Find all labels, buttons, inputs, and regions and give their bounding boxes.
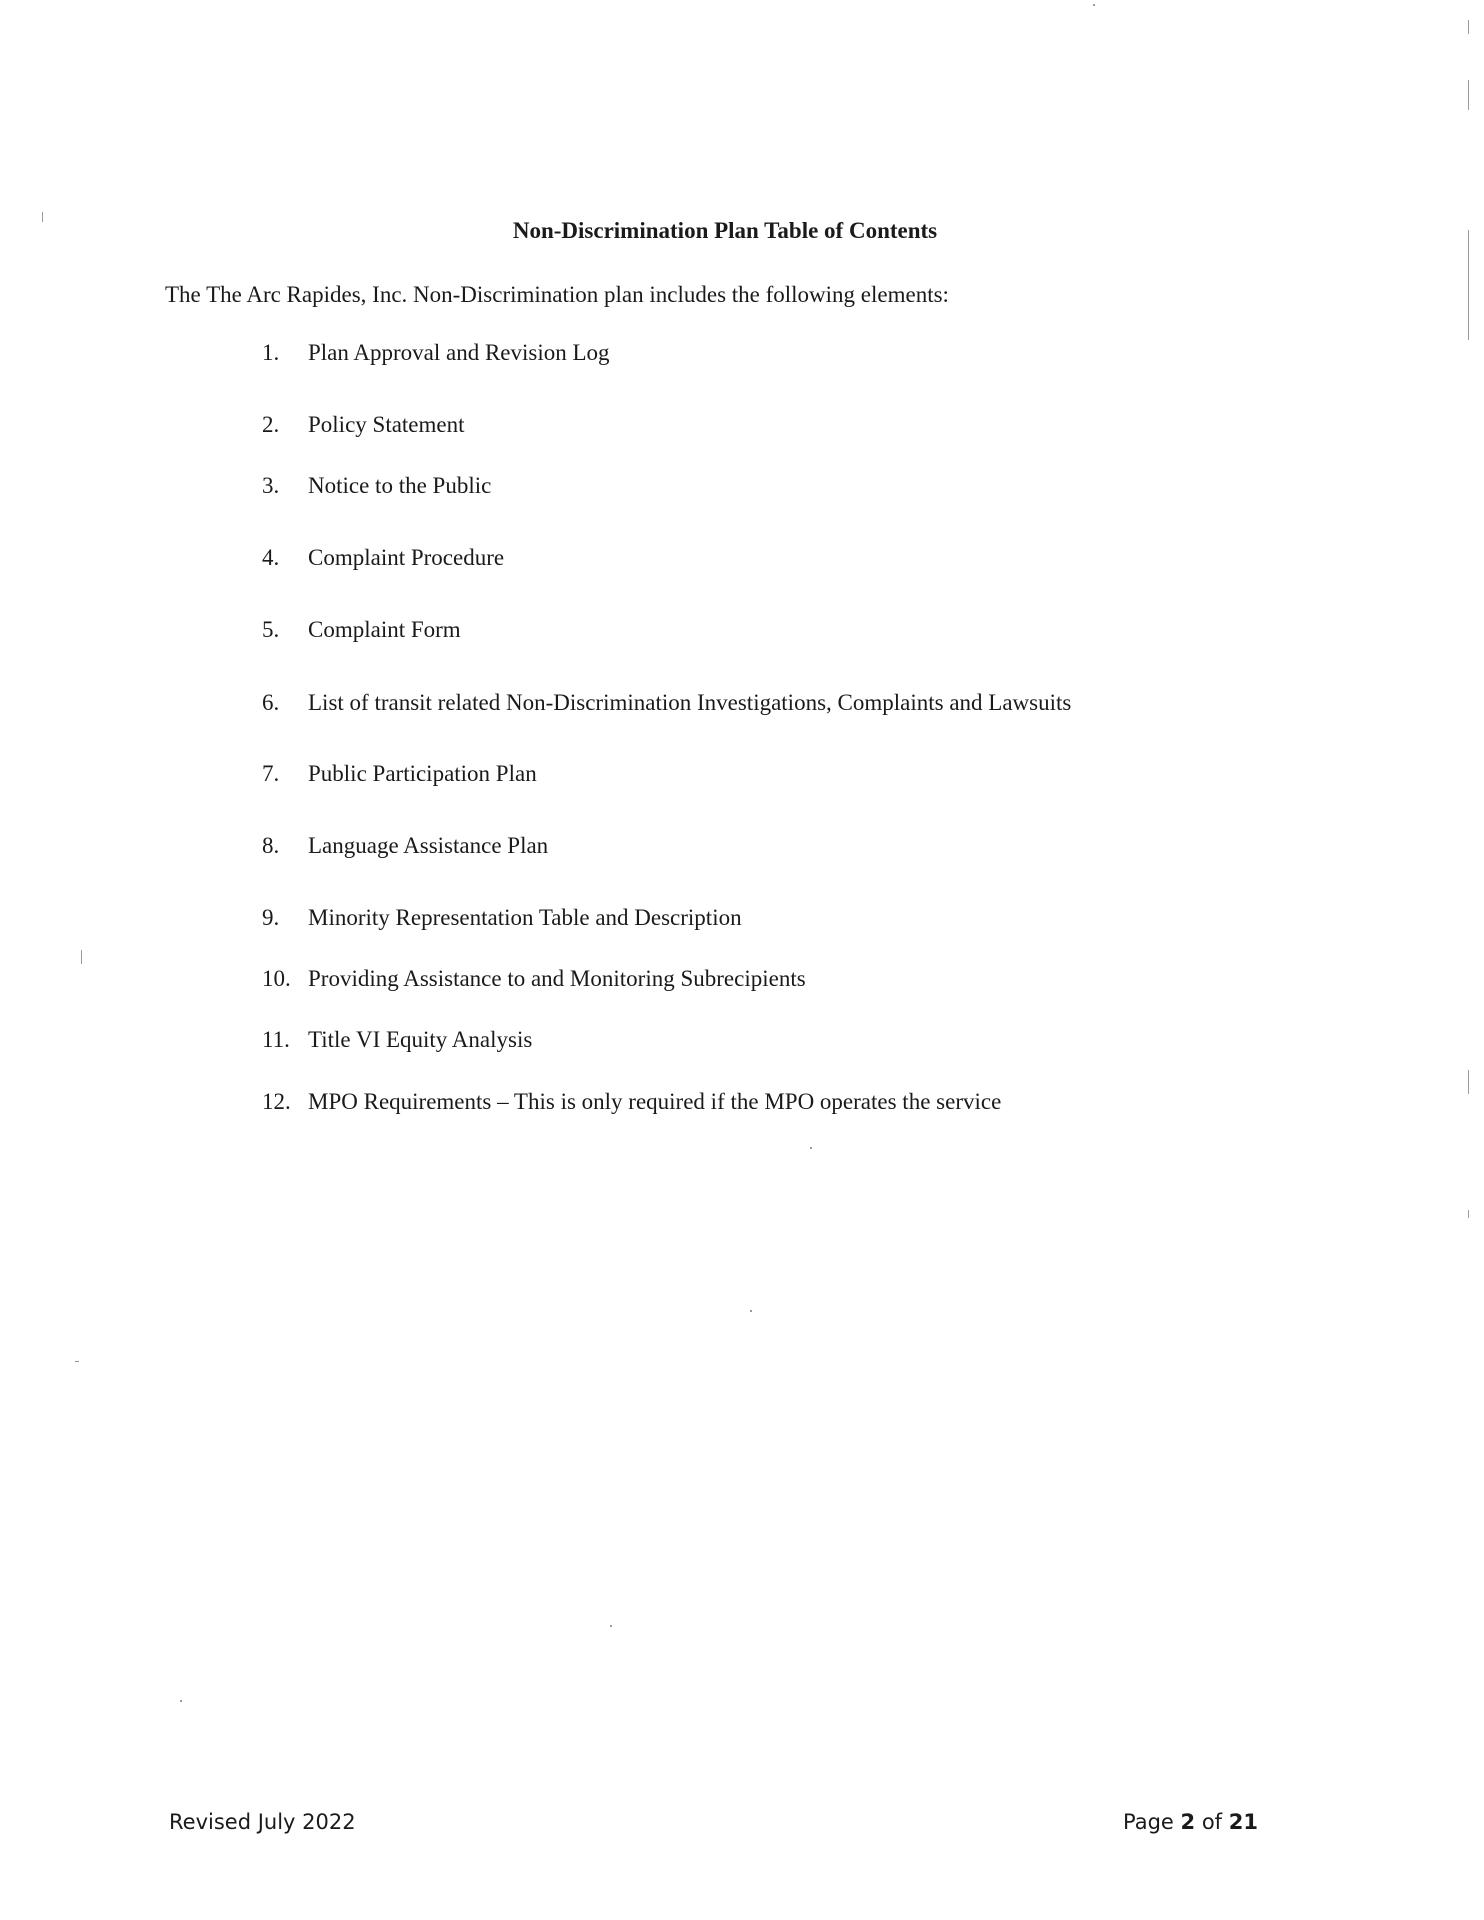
toc-number: 1. bbox=[262, 340, 280, 365]
toc-item bbox=[262, 1027, 532, 1053]
toc-item bbox=[262, 340, 610, 366]
page-of: of bbox=[1201, 1810, 1223, 1834]
toc-item bbox=[262, 473, 491, 499]
toc-item bbox=[262, 1089, 1001, 1115]
footer-revised-date: Revised July 2022 bbox=[169, 1810, 356, 1834]
toc-item bbox=[262, 966, 806, 992]
page-title: Non-Discrimination Plan Table of Contents bbox=[512, 218, 938, 243]
toc-text: Notice to the Public bbox=[308, 473, 492, 498]
toc-number: 5. bbox=[262, 617, 280, 642]
toc-number: 4. bbox=[262, 545, 280, 570]
toc-item bbox=[262, 617, 461, 643]
toc-text: Complaint Form bbox=[308, 617, 461, 642]
toc-item bbox=[262, 833, 548, 859]
toc-number: 2. bbox=[262, 412, 280, 437]
toc-number: 10. bbox=[262, 966, 291, 991]
toc-item bbox=[262, 412, 465, 438]
scan-speck bbox=[42, 212, 43, 222]
scan-speck bbox=[75, 1361, 79, 1362]
toc-text: Complaint Procedure bbox=[308, 545, 505, 570]
intro-paragraph: The The Arc Rapides, Inc. Non-Discrimination plan includes the following elements: bbox=[165, 282, 949, 307]
toc-text: Plan Approval and Revision Log bbox=[308, 340, 610, 365]
toc-item bbox=[262, 690, 1071, 716]
scan-speck bbox=[750, 1310, 752, 1312]
scan-speck bbox=[81, 950, 82, 964]
scan-speck bbox=[1468, 20, 1469, 34]
scan-speck bbox=[180, 1700, 182, 1702]
toc-number: 11. bbox=[262, 1027, 290, 1052]
toc-number: 8. bbox=[262, 833, 280, 858]
toc-text: Title VI Equity Analysis bbox=[308, 1027, 533, 1052]
scan-speck bbox=[810, 1147, 812, 1149]
toc-text: Providing Assistance to and Monitoring Subrecipients bbox=[308, 966, 806, 991]
footer-page-number bbox=[1123, 1810, 1258, 1834]
toc-text: Language Assistance Plan bbox=[308, 833, 549, 858]
scan-speck bbox=[1093, 4, 1095, 6]
scan-speck bbox=[1468, 1070, 1469, 1094]
scan-speck bbox=[1468, 1210, 1469, 1218]
scan-speck bbox=[1468, 230, 1469, 340]
toc-text: Policy Statement bbox=[308, 412, 465, 437]
toc-number: 9. bbox=[262, 905, 280, 930]
scan-speck bbox=[610, 1625, 612, 1627]
toc-number: 3. bbox=[262, 473, 280, 498]
toc-number: 12. bbox=[262, 1089, 291, 1114]
toc-text: Public Participation Plan bbox=[308, 761, 537, 786]
toc-number: 7. bbox=[262, 761, 280, 786]
page-prefix: Page bbox=[1122, 1810, 1174, 1834]
toc-text: MPO Requirements – This is only required if the MPO operates the service bbox=[308, 1089, 1002, 1114]
toc-text: Minority Representation Table and Description bbox=[308, 905, 742, 930]
page-current: 2 bbox=[1180, 1810, 1196, 1834]
scan-speck bbox=[1468, 80, 1469, 110]
toc-item bbox=[262, 761, 537, 787]
page-total: 21 bbox=[1228, 1810, 1258, 1834]
toc-number: 6. bbox=[262, 690, 280, 715]
toc-item bbox=[262, 905, 742, 931]
toc-text: List of transit related Non-Discrimination Investigations, Complaints and Lawsuits bbox=[308, 690, 1072, 715]
toc-item bbox=[262, 545, 504, 571]
